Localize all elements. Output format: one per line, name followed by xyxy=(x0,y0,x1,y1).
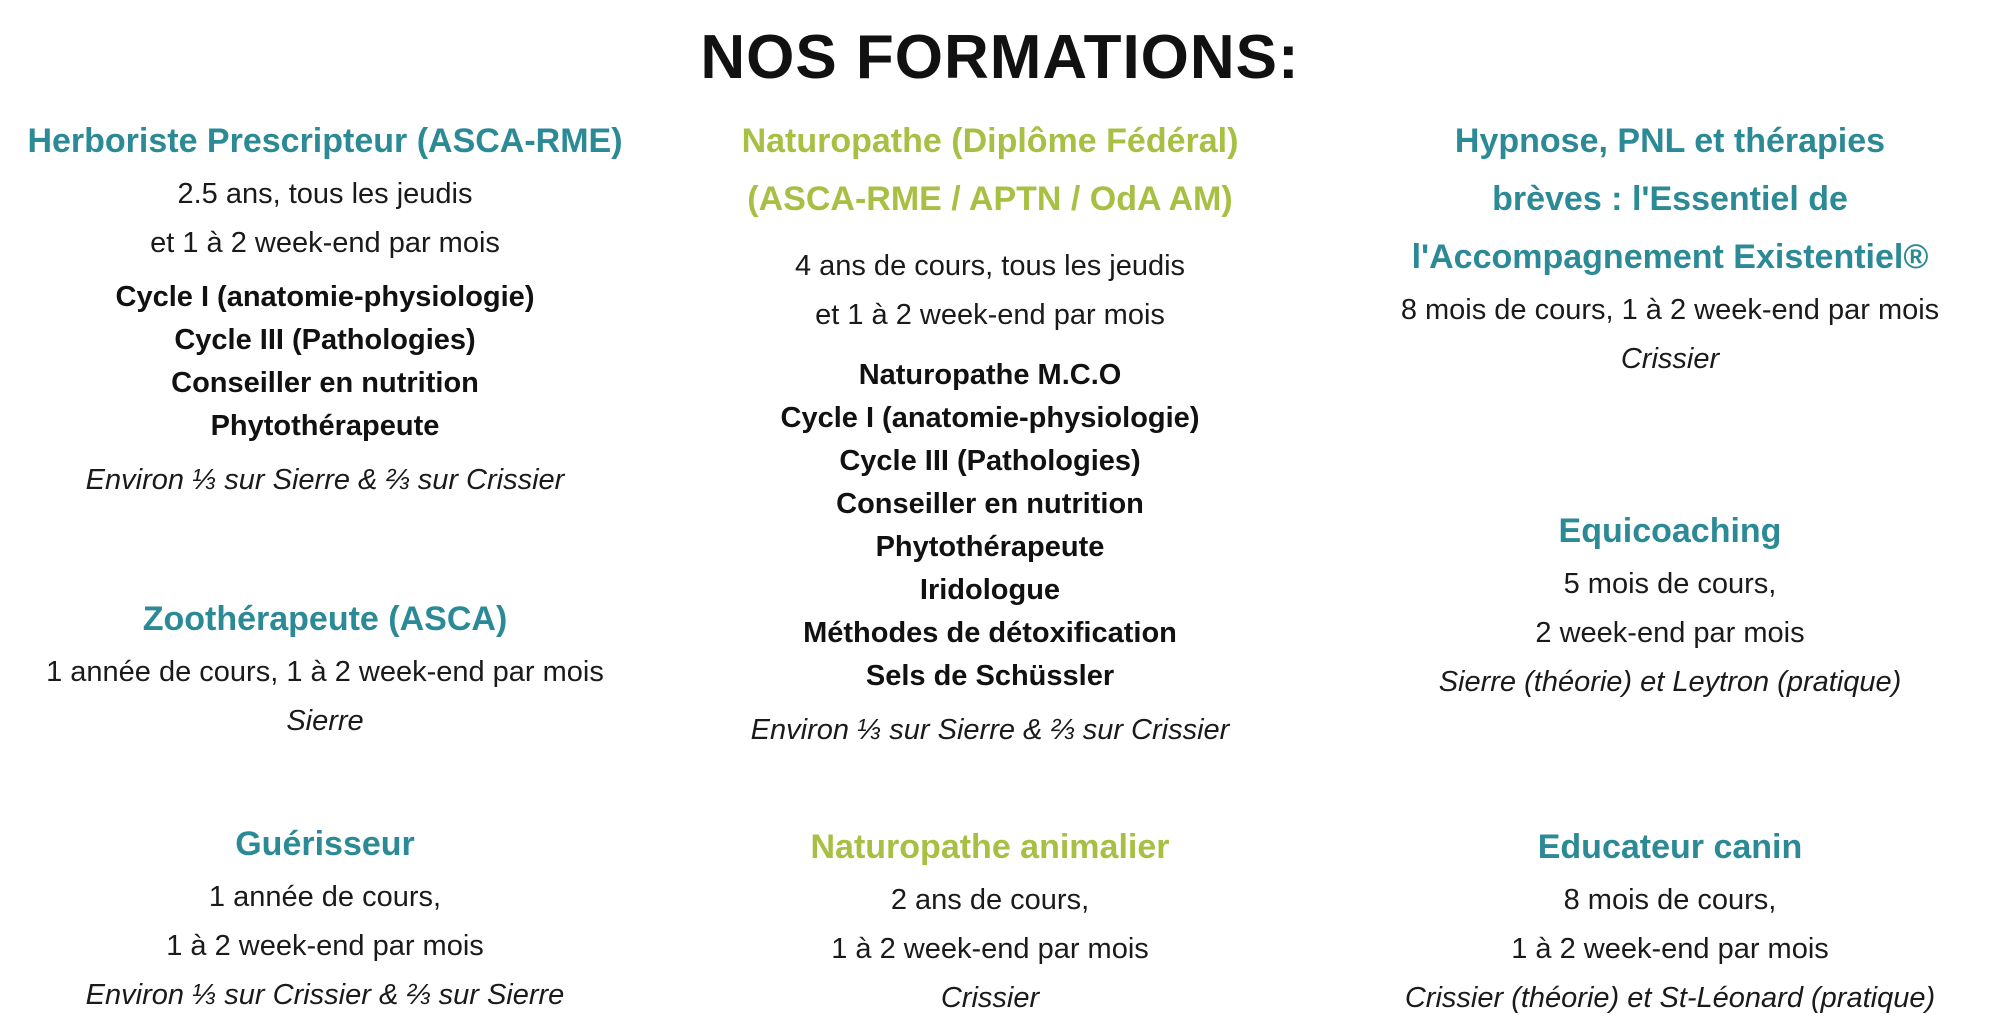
formation-duration: 5 mois de cours, xyxy=(1563,568,1777,600)
formation-frequency: 2 week-end par mois xyxy=(1535,617,1805,649)
module-item: Cycle III (Pathologies) xyxy=(174,324,476,356)
formation-title: Zoothérapeute (ASCA) xyxy=(142,600,508,638)
formation-title-line3: l'Accompagnement Existentiel® xyxy=(1411,238,1929,276)
formation-educateur-canin xyxy=(1340,818,2000,1023)
formation-hypnose xyxy=(1340,112,2000,384)
formation-equicoaching xyxy=(1340,502,2000,707)
formation-title: Equicoaching xyxy=(1558,512,1782,550)
formation-location: Crissier xyxy=(1620,343,1720,375)
formation-frequency: 1 à 2 week-end par mois xyxy=(831,933,1149,965)
formation-duration: 8 mois de cours, 1 à 2 week-end par mois xyxy=(1400,294,1940,326)
module-item: Cycle III (Pathologies) xyxy=(839,445,1141,477)
module-item: Phytothérapeute xyxy=(875,531,1105,563)
formation-location: Crissier (théorie) et St-Léonard (pratique) xyxy=(1404,982,1936,1014)
module-item: Cycle I (anatomie-physiologie) xyxy=(115,281,535,313)
module-item: Sels de Schüssler xyxy=(865,660,1115,692)
formation-duration: 1 année de cours, xyxy=(208,881,442,913)
formation-duration: 4 ans de cours, tous les jeudis xyxy=(794,250,1186,282)
formation-title: Naturopathe animalier xyxy=(810,828,1170,866)
formation-location: Environ ⅓ sur Sierre & ⅔ sur Crissier xyxy=(750,714,1230,746)
formation-title: Guérisseur xyxy=(235,825,415,863)
module-item: Naturopathe M.C.O xyxy=(858,359,1122,391)
formation-duration: 1 année de cours, 1 à 2 week-end par mois xyxy=(46,656,604,688)
formation-zootherapeute xyxy=(0,590,650,746)
formation-title: Herboriste Prescripteur (ASCA-RME) xyxy=(27,122,623,160)
formation-title: Hypnose, PNL et thérapies xyxy=(1454,122,1886,160)
formation-duration: 8 mois de cours, xyxy=(1563,884,1777,916)
formation-title: Naturopathe (Diplôme Fédéral) xyxy=(741,122,1239,160)
formation-frequency: 1 à 2 week-end par mois xyxy=(1511,933,1829,965)
formation-title-line2: brèves : l'Essentiel de xyxy=(1492,180,1848,218)
module-item: Méthodes de détoxification xyxy=(803,617,1177,649)
formation-guerisseur xyxy=(0,815,650,1020)
formation-naturopathe-animalier xyxy=(650,818,1330,1023)
formation-herboriste xyxy=(0,112,650,505)
module-item: Conseiller en nutrition xyxy=(171,367,479,399)
formation-duration: 2 ans de cours, xyxy=(890,884,1090,916)
formation-location: Sierre (théorie) et Leytron (pratique) xyxy=(1438,666,1902,698)
formation-title-subtitle: (ASCA-RME / APTN / OdA AM) xyxy=(747,180,1233,218)
formation-location: Environ ⅓ sur Sierre & ⅔ sur Crissier xyxy=(85,464,565,496)
module-item: Phytothérapeute xyxy=(210,410,440,442)
formation-location: Environ ⅓ sur Crissier & ⅔ sur Sierre xyxy=(85,979,565,1011)
formation-location: Crissier xyxy=(940,982,1040,1014)
module-item: Iridologue xyxy=(919,574,1061,606)
module-item: Conseiller en nutrition xyxy=(836,488,1144,520)
formation-duration: 2.5 ans, tous les jeudis xyxy=(177,178,473,210)
formation-frequency: 1 à 2 week-end par mois xyxy=(166,930,484,962)
page-title: NOS FORMATIONS: xyxy=(700,23,1300,92)
formation-frequency: et 1 à 2 week-end par mois xyxy=(150,227,500,259)
formation-naturopathe xyxy=(650,112,1330,755)
formation-location: Sierre xyxy=(286,705,364,737)
formation-frequency: et 1 à 2 week-end par mois xyxy=(815,299,1165,331)
module-item: Cycle I (anatomie-physiologie) xyxy=(780,402,1200,434)
formation-title: Educateur canin xyxy=(1537,828,1803,866)
